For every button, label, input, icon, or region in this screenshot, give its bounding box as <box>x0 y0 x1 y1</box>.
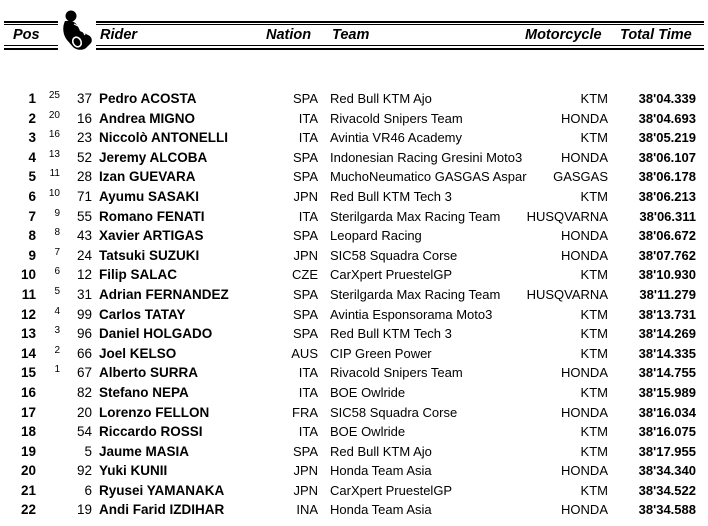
total-time: 38'10.930 <box>638 267 696 283</box>
total-time: 38'34.588 <box>638 502 696 518</box>
rider-number: 43 <box>76 228 92 244</box>
position: 8 <box>28 228 36 244</box>
table-row <box>0 207 708 227</box>
rider-number: 99 <box>76 306 92 322</box>
nation: JPN <box>293 482 318 498</box>
motorcycle: HONDA <box>561 365 608 381</box>
table-row <box>0 305 708 325</box>
nation: CZE <box>292 267 318 283</box>
position: 3 <box>28 130 36 146</box>
position: 22 <box>20 502 36 518</box>
nation: ITA <box>298 365 318 381</box>
motorcycle: KTM <box>580 443 608 459</box>
total-time: 38'14.335 <box>638 345 696 361</box>
team: Avintia VR46 Academy <box>330 130 462 146</box>
rider-number: 71 <box>76 188 92 204</box>
motorcycle: KTM <box>580 384 608 400</box>
table-row <box>0 383 708 403</box>
team: MuchoNeumatico GASGAS Aspar <box>330 169 527 185</box>
nation: SPA <box>292 91 318 106</box>
team: Rivacold Snipers Team <box>330 365 463 381</box>
table-row <box>0 363 708 383</box>
rider-name: Alberto SURRA <box>99 365 199 381</box>
rider-number: 12 <box>76 267 92 283</box>
rider-name: Adrian FERNANDEZ <box>99 286 229 302</box>
motorcycle: HONDA <box>561 502 608 518</box>
points: 2 <box>54 344 60 356</box>
rider-name: Carlos TATAY <box>99 306 186 322</box>
rider-name: Izan GUEVARA <box>99 169 196 185</box>
position: 5 <box>28 169 36 185</box>
table-row <box>0 89 708 109</box>
nation: JPN <box>293 463 318 479</box>
points: 4 <box>54 305 60 317</box>
total-time: 38'34.522 <box>638 482 696 498</box>
position: 2 <box>28 110 36 126</box>
column-header-nation: Nation <box>266 27 312 43</box>
total-time: 38'13.731 <box>638 306 696 322</box>
rider-number: 5 <box>84 443 92 459</box>
nation: ITA <box>298 208 318 224</box>
rider-number: 96 <box>76 326 92 342</box>
points: 1 <box>54 364 60 376</box>
motorcycle: HONDA <box>561 149 608 165</box>
points: 20 <box>48 109 60 121</box>
rider-name: Tatsuki SUZUKI <box>99 247 200 263</box>
team: Red Bull KTM Tech 3 <box>330 188 452 204</box>
column-header-total-time: Total Time <box>620 27 692 43</box>
header-rule-top-thin <box>4 24 704 25</box>
nation: JPN <box>293 247 318 263</box>
nation: SPA <box>292 306 318 322</box>
motorcycle: KTM <box>580 424 608 440</box>
position: 1 <box>28 91 36 106</box>
rider-number: 24 <box>76 247 92 263</box>
position: 9 <box>28 247 36 263</box>
position: 13 <box>20 326 36 342</box>
team: Red Bull KTM Ajo <box>330 91 432 106</box>
position: 18 <box>20 424 36 440</box>
points: 7 <box>54 246 60 258</box>
team: Honda Team Asia <box>330 502 432 518</box>
rider-name: Yuki KUNII <box>99 463 168 479</box>
table-row <box>0 403 708 423</box>
rider-number: 82 <box>76 384 92 400</box>
points: 13 <box>48 148 60 160</box>
position: 20 <box>20 463 36 479</box>
rider-name: Stefano NEPA <box>99 384 189 400</box>
points: 6 <box>54 266 60 278</box>
total-time: 38'16.075 <box>638 424 696 440</box>
column-header-pos: Pos <box>13 27 40 43</box>
total-time: 38'14.269 <box>638 326 696 342</box>
nation: SPA <box>292 169 318 185</box>
table-row <box>0 481 708 501</box>
motorcycle: HUSQVARNA <box>526 286 608 302</box>
total-time: 38'06.213 <box>638 188 696 204</box>
position: 7 <box>28 208 36 224</box>
team: Red Bull KTM Tech 3 <box>330 326 452 342</box>
rider-name: Ayumu SASAKI <box>99 188 200 204</box>
motorcycle: GASGAS <box>553 169 608 185</box>
motorcycle: KTM <box>580 188 608 204</box>
motorcycle: HONDA <box>561 228 608 244</box>
team: Sterilgarda Max Racing Team <box>330 286 501 302</box>
points: 16 <box>48 129 60 141</box>
motorcycle: HUSQVARNA <box>526 208 608 224</box>
nation: SPA <box>292 443 318 459</box>
motorcycle: HONDA <box>561 404 608 420</box>
team: Rivacold Snipers Team <box>330 110 463 126</box>
nation: JPN <box>293 188 318 204</box>
position: 12 <box>20 306 36 322</box>
table-row <box>0 148 708 168</box>
rider-number: 20 <box>76 404 92 420</box>
rider-number: 28 <box>76 169 92 185</box>
table-row <box>0 109 708 129</box>
table-row <box>0 246 708 266</box>
points: 9 <box>54 207 60 219</box>
total-time: 38'34.340 <box>638 463 696 479</box>
motorcycle: KTM <box>580 130 608 146</box>
header-rule-bottom <box>4 48 704 50</box>
total-time: 38'17.955 <box>638 443 696 459</box>
team: Red Bull KTM Ajo <box>330 443 432 459</box>
rider-number: 6 <box>84 482 92 498</box>
position: 4 <box>28 149 36 165</box>
position: 11 <box>21 286 36 302</box>
position: 14 <box>20 345 36 361</box>
rider-name: Filip SALAC <box>99 267 177 283</box>
rider-number: 31 <box>76 286 92 302</box>
rider-name: Andi Farid IZDIHAR <box>99 502 225 518</box>
motorcycle: KTM <box>580 267 608 283</box>
rider-name: Niccolò ANTONELLI <box>99 130 229 146</box>
rider-number: 19 <box>76 502 92 518</box>
motorcycle: KTM <box>580 91 608 106</box>
table-row <box>0 187 708 207</box>
team: Avintia Esponsorama Moto3 <box>330 306 493 322</box>
nation: ITA <box>298 384 318 400</box>
column-header-team: Team <box>332 27 370 43</box>
team: CarXpert PruestelGP <box>330 482 453 498</box>
motorcycle: KTM <box>580 345 608 361</box>
results-header <box>0 0 708 60</box>
table-row <box>0 265 708 285</box>
nation: SPA <box>292 149 318 165</box>
rider-number: 55 <box>76 208 92 224</box>
rider-name: Pedro ACOSTA <box>99 91 197 106</box>
total-time: 38'04.693 <box>638 110 696 126</box>
motorcycle-rider-icon <box>58 9 96 51</box>
total-time: 38'11.279 <box>639 286 696 302</box>
nation: ITA <box>298 130 318 146</box>
rider-name: Lorenzo FELLON <box>99 404 210 420</box>
rider-name: Ryusei YAMANAKA <box>99 482 225 498</box>
total-time: 38'05.219 <box>638 130 696 146</box>
rider-name: Daniel HOLGADO <box>99 326 213 342</box>
nation: SPA <box>292 326 318 342</box>
table-row <box>0 226 708 246</box>
position: 17 <box>20 404 36 420</box>
table-row <box>0 167 708 187</box>
nation: ITA <box>298 424 318 440</box>
rider-name: Xavier ARTIGAS <box>99 228 204 244</box>
nation: FRA <box>292 404 318 420</box>
total-time: 38'15.989 <box>638 384 696 400</box>
total-time: 38'16.034 <box>638 404 696 420</box>
nation: INA <box>296 502 318 518</box>
table-row <box>0 422 708 442</box>
nation: AUS <box>291 345 318 361</box>
rider-name: Joel KELSO <box>99 345 177 361</box>
total-time: 38'06.672 <box>638 228 696 244</box>
rider-name: Riccardo ROSSI <box>99 424 203 440</box>
header-rule-top <box>4 21 704 23</box>
rider-number: 52 <box>76 149 92 165</box>
header-rule-bottom-thin <box>4 45 704 46</box>
column-header-motorcycle: Motorcycle <box>525 27 602 43</box>
total-time: 38'06.311 <box>639 208 696 224</box>
points: 25 <box>48 90 60 101</box>
position: 6 <box>28 188 36 204</box>
team: SIC58 Squadra Corse <box>330 404 458 420</box>
total-time: 38'06.178 <box>638 169 696 185</box>
team: BOE Owlride <box>330 384 406 400</box>
table-row <box>0 461 708 481</box>
rider-number: 16 <box>76 110 92 126</box>
total-time: 38'04.339 <box>638 91 696 106</box>
position: 21 <box>20 482 36 498</box>
rider-number: 37 <box>76 91 92 106</box>
position: 15 <box>20 365 36 381</box>
table-row <box>0 324 708 344</box>
rider-name: Romano FENATI <box>99 208 205 224</box>
position: 10 <box>20 267 36 283</box>
team: SIC58 Squadra Corse <box>330 247 458 263</box>
rider-number: 92 <box>76 463 92 479</box>
team: Honda Team Asia <box>330 463 432 479</box>
team: CIP Green Power <box>330 345 432 361</box>
rider-name: Andrea MIGNO <box>99 110 196 126</box>
nation: ITA <box>298 110 318 126</box>
rider-number: 54 <box>76 424 92 440</box>
rider-name: Jaume MASIA <box>99 443 190 459</box>
rider-number: 66 <box>76 345 92 361</box>
team: Leopard Racing <box>330 228 422 244</box>
team: Indonesian Racing Gresini Moto3 <box>330 149 523 165</box>
total-time: 38'07.762 <box>638 247 696 263</box>
team: BOE Owlride <box>330 424 406 440</box>
table-row <box>0 128 708 148</box>
column-header-rider: Rider <box>100 27 138 43</box>
total-time: 38'14.755 <box>638 365 696 381</box>
position: 16 <box>20 384 36 400</box>
table-row <box>0 442 708 462</box>
table-row <box>0 344 708 364</box>
points: 10 <box>48 187 60 199</box>
motorcycle: HONDA <box>561 247 608 263</box>
team: Sterilgarda Max Racing Team <box>330 208 501 224</box>
rider-number: 23 <box>76 130 92 146</box>
rider-number: 67 <box>76 365 92 381</box>
nation: SPA <box>292 286 318 302</box>
results-table <box>0 89 708 520</box>
nation: SPA <box>292 228 318 244</box>
points: 5 <box>54 285 60 297</box>
position: 19 <box>20 443 36 459</box>
team: CarXpert PruestelGP <box>330 267 453 283</box>
rider-name: Jeremy ALCOBA <box>99 149 208 165</box>
motorcycle: HONDA <box>561 110 608 126</box>
points: 8 <box>54 227 60 239</box>
motorcycle: KTM <box>580 326 608 342</box>
motorcycle: KTM <box>580 306 608 322</box>
points: 11 <box>49 168 60 180</box>
table-row <box>0 500 708 520</box>
motorcycle: KTM <box>580 482 608 498</box>
motorcycle: HONDA <box>561 463 608 479</box>
points: 3 <box>54 325 60 337</box>
table-row <box>0 285 708 305</box>
total-time: 38'06.107 <box>638 149 696 165</box>
